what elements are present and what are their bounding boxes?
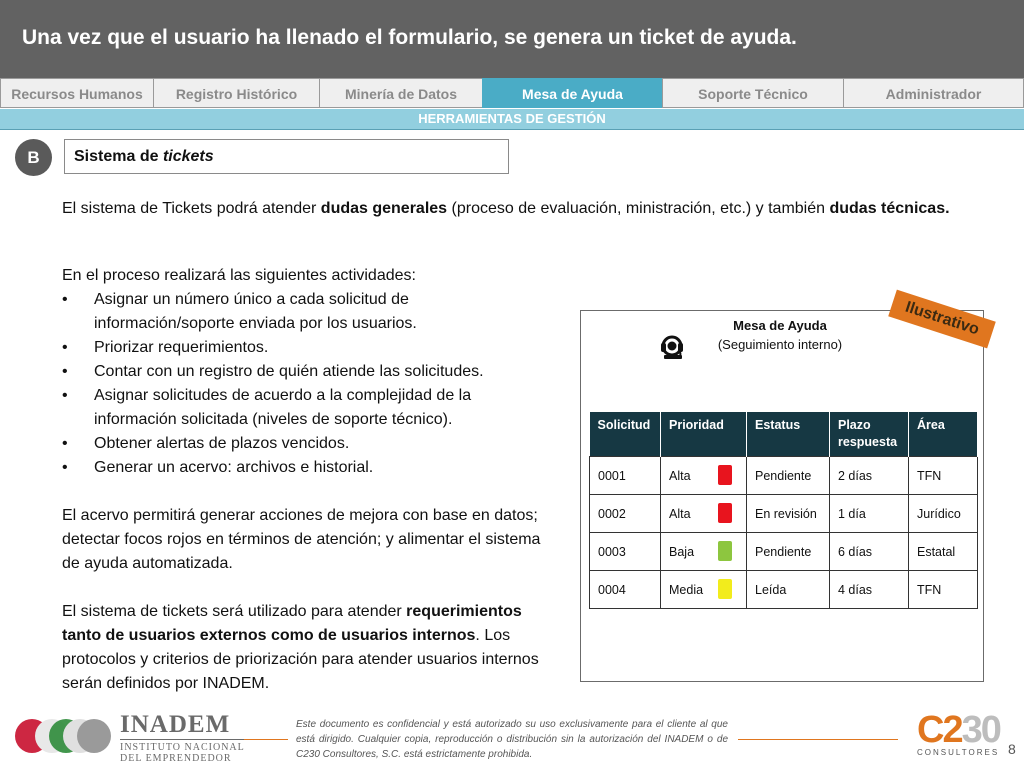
tab-registro-historico[interactable]: Registro Histórico <box>153 78 319 108</box>
illustrative-tag: Ilustrativo <box>888 290 996 349</box>
closing-bold: requerimientos tanto de usuarios externos como de usuarios internos <box>62 603 522 644</box>
col-area: Área <box>909 412 978 457</box>
page-number: 8 <box>1008 741 1016 757</box>
tab-administrador[interactable]: Administrador <box>843 78 1024 108</box>
cell-solicitud: 0001 <box>590 457 661 495</box>
cell-solicitud: 0002 <box>590 495 661 533</box>
list-item: • Obtener alertas de plazos vencidos. <box>62 432 562 456</box>
section-title-italic: tickets <box>162 148 214 165</box>
priority-label: Alta <box>669 468 691 483</box>
c230-mark <box>917 709 1000 751</box>
section-badge: B <box>15 139 52 176</box>
list-item: • Asignar un número único a cada solicitud de información/soporte enviada por los usuarios. <box>62 288 452 336</box>
priority-flag <box>718 503 732 523</box>
activities-lead: En el proceso realizará las siguientes actividades: <box>62 267 416 284</box>
list-item: • Asignar solicitudes de acuerdo a la complejidad de la información solicitada (niveles de soporte técnico). <box>62 384 532 432</box>
c230-logo <box>917 709 1000 757</box>
cell-estatus: Pendiente <box>747 533 830 571</box>
priority-label: Alta <box>669 506 691 521</box>
list-item: • Priorizar requerimientos. <box>62 336 562 360</box>
tickets-table <box>589 412 978 609</box>
intro-bold-1: dudas generales <box>320 200 448 217</box>
col-prioridad: Prioridad <box>661 412 747 457</box>
cell-solicitud: 0004 <box>590 571 661 609</box>
cell-prioridad <box>661 495 747 533</box>
inadem-subtitle-2: DEL EMPRENDEDOR <box>120 753 232 764</box>
cell-prioridad <box>661 533 747 571</box>
c230-mark-b: 30 <box>961 709 1000 751</box>
table-row <box>590 457 978 495</box>
priority-flag <box>718 465 732 485</box>
tab-recursos-humanos[interactable]: Recursos Humanos <box>0 78 153 108</box>
cell-plazo: 4 días <box>830 571 909 609</box>
inadem-logo <box>120 712 245 764</box>
priority-flag <box>718 541 732 561</box>
col-estatus: Estatus <box>747 412 830 457</box>
intro-paragraph <box>62 197 992 221</box>
activities-list <box>62 288 562 480</box>
closing-text-2: . Los protocolos y criterios de priorización para atender usuarios internos serán definidos por INADEM. <box>62 627 539 692</box>
priority-flag <box>718 579 732 599</box>
left-column <box>62 264 562 696</box>
intro-text-2: (proceso de evaluación, ministración, etc.) y también <box>447 200 830 217</box>
table-header-row <box>590 412 978 457</box>
cell-area: Estatal <box>909 533 978 571</box>
cell-plazo: 1 día <box>830 495 909 533</box>
confidentiality-disclaimer: Este documento es confidencial y está autorizado su uso exclusivamente para el cliente al que está dirigido. Cualquier copia, reproducción o distribución sin la autorización del INADEM o de C230 Consultores, S.C. está estrictamente prohibida. <box>296 719 728 760</box>
section-title <box>64 139 509 174</box>
closing-paragraph <box>62 600 557 696</box>
inadem-subtitle-1: INSTITUTO NACIONAL <box>120 739 245 753</box>
list-item: • Contar con un registro de quién atiende las solicitudes. <box>62 360 562 384</box>
inadem-name: INADEM <box>120 711 231 738</box>
cell-plazo: 6 días <box>830 533 909 571</box>
subheader-bar: HERRAMIENTAS DE GESTIÓN <box>0 108 1024 130</box>
page-title: Una vez que el usuario ha llenado el formulario, se genera un ticket de ayuda. <box>22 26 797 49</box>
help-desk-subtitle: (Seguimiento interno) <box>717 337 843 352</box>
footer-rule-right <box>738 739 898 740</box>
cell-plazo: 2 días <box>830 457 909 495</box>
priority-label: Baja <box>669 544 695 559</box>
c230-label: CONSULTORES <box>917 748 1000 757</box>
cell-area: Jurídico <box>909 495 978 533</box>
table-row <box>590 495 978 533</box>
cell-estatus: Leída <box>747 571 830 609</box>
cell-area: TFN <box>909 457 978 495</box>
cell-estatus: En revisión <box>747 495 830 533</box>
table-row <box>590 533 978 571</box>
intro-bold-2: dudas técnicas. <box>829 200 950 217</box>
help-desk-title-block <box>700 316 860 354</box>
footer-rule-left <box>244 739 288 740</box>
intro-text-1: El sistema de Tickets podrá atender <box>62 200 321 217</box>
headset-support-icon <box>658 333 688 366</box>
cell-prioridad <box>661 571 747 609</box>
priority-label: Media <box>669 582 704 597</box>
col-plazo: Plazo respuesta <box>830 412 909 457</box>
closing-text-1: El sistema de tickets será utilizado para atender <box>62 603 407 620</box>
cell-area: TFN <box>909 571 978 609</box>
c230-mark-a: C2 <box>917 709 962 751</box>
tab-soporte-tecnico[interactable]: Soporte Técnico <box>662 78 843 108</box>
help-desk-title: Mesa de Ayuda <box>733 318 827 333</box>
section-title-plain: Sistema de <box>74 148 163 165</box>
title-bar <box>0 0 1024 78</box>
tab-mesa-de-ayuda[interactable]: Mesa de Ayuda <box>482 78 662 108</box>
inadem-circles-logo <box>14 716 112 761</box>
nav-tabs <box>0 78 1024 108</box>
cell-solicitud: 0003 <box>590 533 661 571</box>
acervo-paragraph: El acervo permitirá generar acciones de mejora con base en datos; detectar focos rojos en términos de atención; y alimentar el sistema de ayuda automatizada. <box>62 507 541 572</box>
col-solicitud: Solicitud <box>590 412 661 457</box>
table-row <box>590 571 978 609</box>
list-item: • Generar un acervo: archivos e historial. <box>62 456 562 480</box>
cell-prioridad <box>661 457 747 495</box>
tab-mineria-de-datos[interactable]: Minería de Datos <box>319 78 482 108</box>
cell-estatus: Pendiente <box>747 457 830 495</box>
